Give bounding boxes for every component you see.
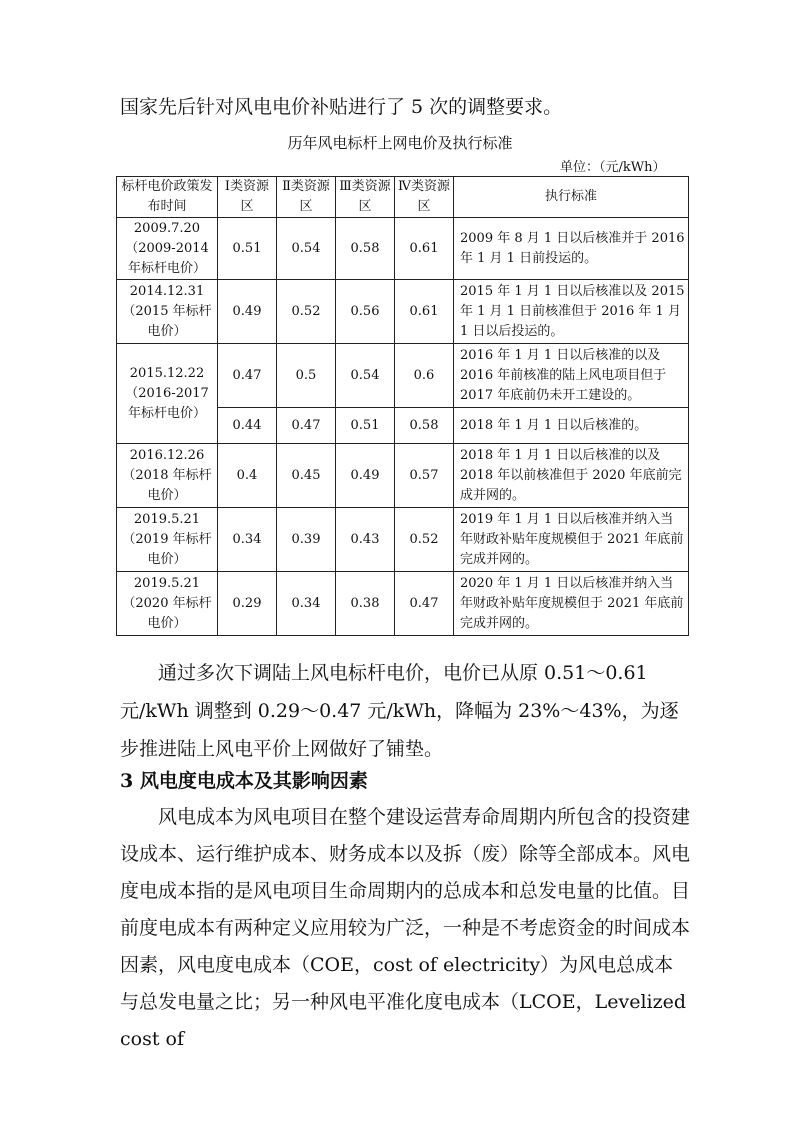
cell-region-3: 0.49 bbox=[336, 444, 395, 508]
table-unit: 单位：（元/kWh） bbox=[560, 160, 666, 175]
cell-region-1: 0.44 bbox=[218, 408, 277, 444]
cell-region-4: 0.52 bbox=[395, 508, 454, 572]
cell-time: 2009.7.20（2009-2014年标杆电价） bbox=[117, 218, 218, 280]
section-heading: 3 风电度电成本及其影响因素 bbox=[120, 770, 368, 792]
cell-region-3: 0.38 bbox=[336, 572, 395, 636]
cell-region-1: 0.4 bbox=[218, 444, 277, 508]
tariff-table bbox=[116, 176, 689, 636]
cell-region-2: 0.34 bbox=[277, 572, 336, 636]
cell-standard: 2020 年 1 月 1 日以后核准并纳入当年财政补贴年度规模但于 2021 年底前完成并网的。 bbox=[454, 572, 689, 636]
body-paragraph-cost: 风电成本为风电项目在整个建设运营寿命周期内所包含的投资建设成本、运行维护成本、财务成本以及拆（废）除等全部成本。风电度电成本指的是风电项目生命周期内的总成本和总发电量的比值。目前度电成本有两种定义应用较为广泛，一种是不考虑资金的时间成本因素，风电度电成本（COE，cost of electricity）为风电总成本与总发电量之比；另一种风电平准化度电成本（LCOE，Levelized cost of bbox=[120, 806, 691, 1050]
cell-region-4: 0.61 bbox=[395, 218, 454, 280]
cell-region-2: 0.52 bbox=[277, 280, 336, 344]
cell-region-2: 0.47 bbox=[277, 408, 336, 444]
table-row bbox=[117, 572, 689, 636]
table-row bbox=[117, 344, 689, 408]
table-row bbox=[117, 444, 689, 508]
header-region-3: Ⅲ类资源区 bbox=[336, 177, 395, 218]
cell-region-2: 0.39 bbox=[277, 508, 336, 572]
cell-time: 2019.5.21（2019 年标杆电价） bbox=[117, 508, 218, 572]
header-region-4: Ⅳ类资源区 bbox=[395, 177, 454, 218]
cell-region-2: 0.5 bbox=[277, 344, 336, 408]
cell-region-4: 0.57 bbox=[395, 444, 454, 508]
cell-region-4: 0.6 bbox=[395, 344, 454, 408]
cell-standard: 2016 年 1 月 1 日以后核准的以及 2016 年前核准的陆上风电项目但于 2017 年底前仍未开工建设的。 bbox=[454, 344, 689, 408]
table-row bbox=[117, 218, 689, 280]
table-row bbox=[117, 508, 689, 572]
cell-standard: 2009 年 8 月 1 日以后核准并于 2016 年 1 月 1 日前投运的。 bbox=[454, 218, 689, 280]
cell-region-3: 0.56 bbox=[336, 280, 395, 344]
cell-region-3: 0.54 bbox=[336, 344, 395, 408]
cell-region-2: 0.45 bbox=[277, 444, 336, 508]
intro-paragraph: 国家先后针对风电电价补贴进行了 5 次的调整要求。 bbox=[120, 96, 563, 118]
cell-region-1: 0.49 bbox=[218, 280, 277, 344]
body-paragraph-price-reduction: 通过多次下调陆上风电标杆电价，电价已从原 0.51～0.61 元/kWh 调整到 0.29～0.47 元/kWh，降幅为 23%～43%，为逐步推进陆上风电平价上网做好了铺垫。 bbox=[120, 662, 679, 760]
cell-region-4: 0.58 bbox=[395, 408, 454, 444]
cell-time: 2014.12.31（2015 年标杆电价） bbox=[117, 280, 218, 344]
cell-time: 2016.12.26（2018 年标杆电价） bbox=[117, 444, 218, 508]
header-region-1: Ⅰ类资源区 bbox=[218, 177, 277, 218]
table-header-row bbox=[117, 177, 689, 218]
cell-standard: 2018 年 1 月 1 日以后核准的。 bbox=[454, 408, 689, 444]
cell-region-1: 0.34 bbox=[218, 508, 277, 572]
cell-standard: 2019 年 1 月 1 日以后核准并纳入当年财政补贴年度规模但于 2021 年底前完成并网的。 bbox=[454, 508, 689, 572]
cell-region-1: 0.47 bbox=[218, 344, 277, 408]
cell-standard: 2018 年 1 月 1 日以后核准的以及 2018 年以前核准但于 2020 年底前完成并网的。 bbox=[454, 444, 689, 508]
cell-time: 2019.5.21（2020 年标杆电价） bbox=[117, 572, 218, 636]
header-region-2: Ⅱ类资源区 bbox=[277, 177, 336, 218]
cell-region-3: 0.43 bbox=[336, 508, 395, 572]
cell-region-3: 0.51 bbox=[336, 408, 395, 444]
cell-region-1: 0.51 bbox=[218, 218, 277, 280]
cell-region-2: 0.54 bbox=[277, 218, 336, 280]
header-time: 标杆电价政策发布时间 bbox=[117, 177, 218, 218]
table-row bbox=[117, 280, 689, 344]
cell-standard: 2015 年 1 月 1 日以后核准以及 2015 年 1 月 1 日前核准但于 2016 年 1 月 1 日以后投运的。 bbox=[454, 280, 689, 344]
cell-region-3: 0.58 bbox=[336, 218, 395, 280]
table-title: 历年风电标杆上网电价及执行标准 bbox=[287, 134, 513, 152]
cell-region-1: 0.29 bbox=[218, 572, 277, 636]
cell-region-4: 0.61 bbox=[395, 280, 454, 344]
cell-time: 2015.12.22（2016-2017年标杆电价） bbox=[117, 344, 218, 444]
header-standard: 执行标准 bbox=[454, 177, 689, 218]
cell-region-4: 0.47 bbox=[395, 572, 454, 636]
